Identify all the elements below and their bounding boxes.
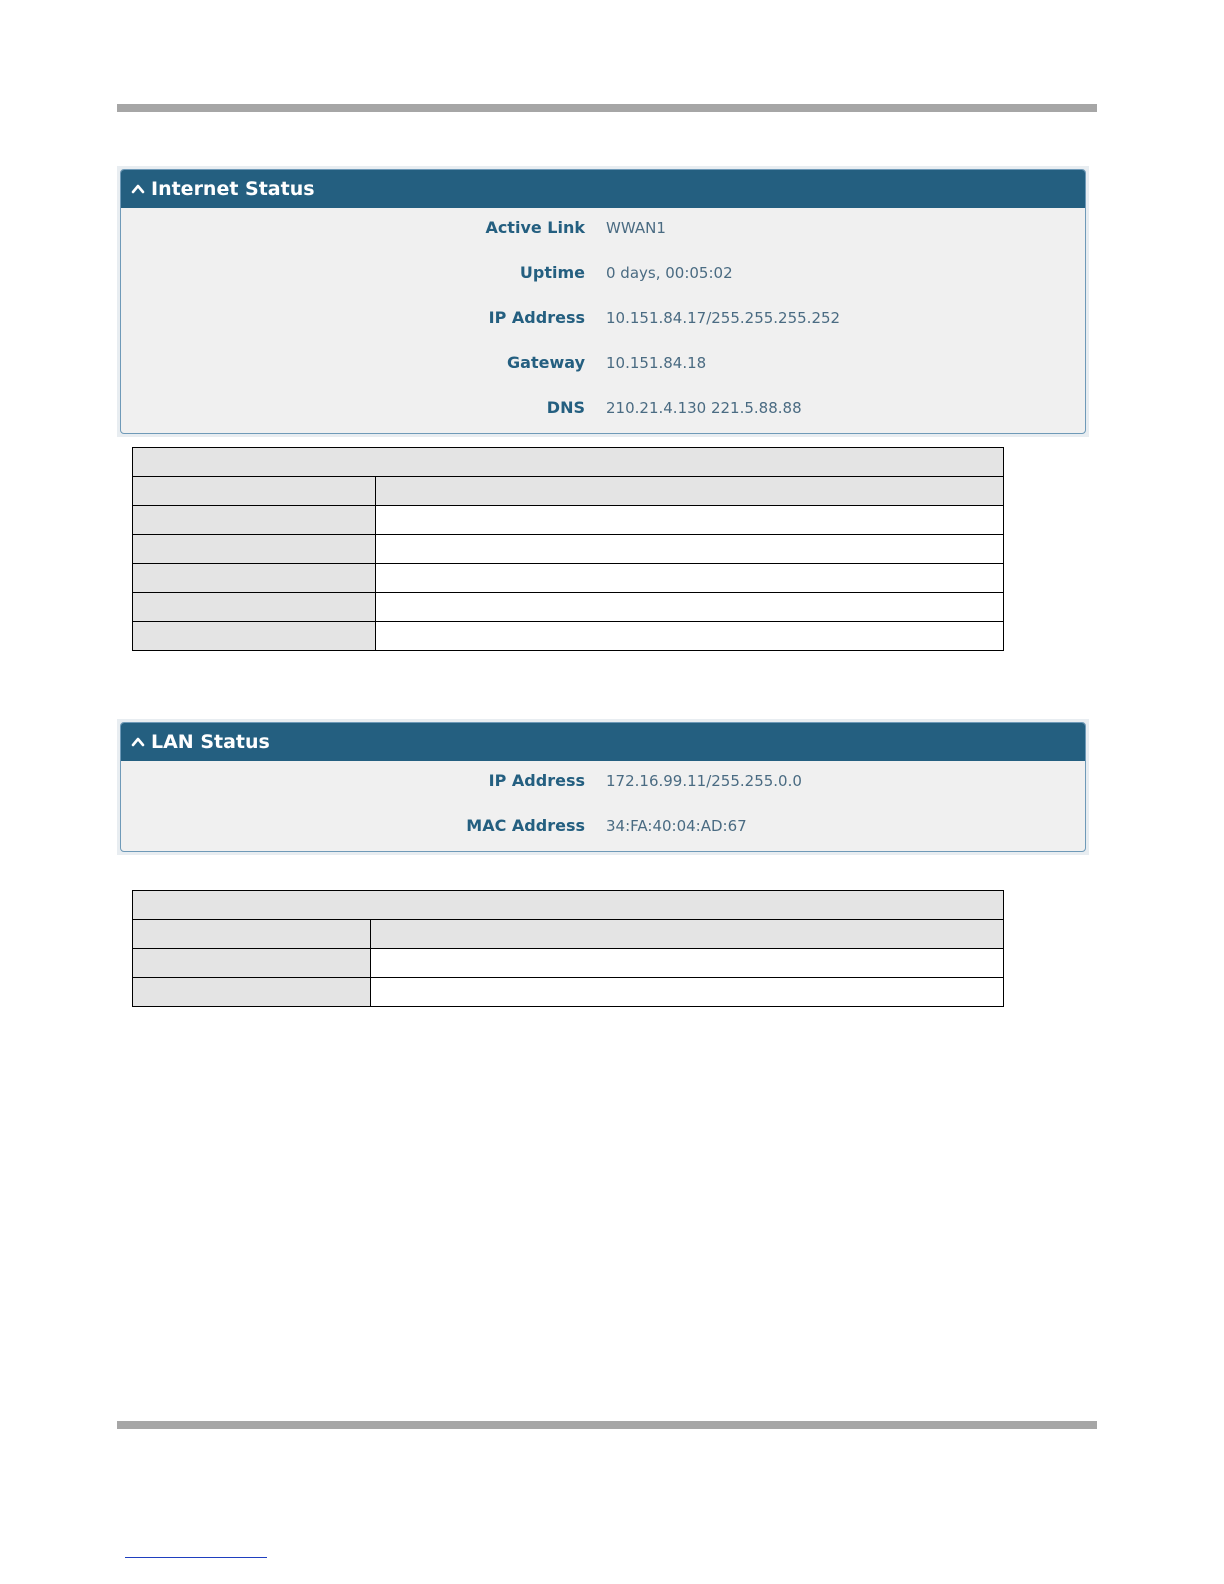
table-row xyxy=(133,593,1004,622)
table-cell xyxy=(371,978,1004,1007)
mac-address-value: 34:FA:40:04:AD:67 xyxy=(606,817,747,835)
table-header-cell xyxy=(133,891,1004,920)
table-cell xyxy=(133,564,376,593)
lan-status-panel xyxy=(120,722,1086,852)
lan-ip-address-row xyxy=(121,761,1085,806)
table-header-cell xyxy=(133,448,1004,477)
uptime-value: 0 days, 00:05:02 xyxy=(606,264,733,282)
table-subheader-row xyxy=(133,477,1004,506)
lan-ip-address-label: IP Address xyxy=(488,771,585,790)
ip-address-value: 10.151.84.17/255.255.255.252 xyxy=(606,309,841,327)
internet-status-header[interactable] xyxy=(121,170,1085,208)
table-cell xyxy=(376,564,1004,593)
chevron-up-icon xyxy=(131,182,145,196)
ip-address-row xyxy=(121,298,1085,343)
active-link-value: WWAN1 xyxy=(606,219,666,237)
table-cell xyxy=(133,535,376,564)
table-cell xyxy=(133,949,371,978)
table-cell xyxy=(376,593,1004,622)
table-cell xyxy=(376,477,1004,506)
lan-status-header[interactable] xyxy=(121,723,1085,761)
table-cell xyxy=(133,477,376,506)
table-header-row xyxy=(133,891,1004,920)
table-row xyxy=(133,506,1004,535)
table-subheader-row xyxy=(133,920,1004,949)
table-cell xyxy=(133,506,376,535)
lan-status-table xyxy=(132,890,1004,1007)
table-cell xyxy=(376,506,1004,535)
chevron-up-icon xyxy=(131,735,145,749)
uptime-row xyxy=(121,253,1085,298)
lan-ip-address-value: 172.16.99.11/255.255.0.0 xyxy=(606,772,802,790)
table-cell xyxy=(371,949,1004,978)
uptime-label: Uptime xyxy=(519,263,585,282)
internet-status-body xyxy=(121,208,1085,433)
dns-row xyxy=(121,388,1085,433)
lan-status-body xyxy=(121,761,1085,851)
active-link-row xyxy=(121,208,1085,253)
table-cell xyxy=(133,622,376,651)
table-cell xyxy=(376,535,1004,564)
top-rule xyxy=(117,104,1097,112)
gateway-value: 10.151.84.18 xyxy=(606,354,707,372)
table-row xyxy=(133,564,1004,593)
active-link-label: Active Link xyxy=(485,218,585,237)
internet-status-title: Internet Status xyxy=(151,178,315,200)
table-row xyxy=(133,978,1004,1007)
internet-status-table xyxy=(132,447,1004,651)
lan-status-panel-wrap xyxy=(117,719,1089,855)
bottom-rule xyxy=(117,1421,1097,1429)
table-cell xyxy=(133,978,371,1007)
table-cell xyxy=(133,920,371,949)
table-cell xyxy=(371,920,1004,949)
gateway-label: Gateway xyxy=(507,353,585,372)
table-cell xyxy=(376,622,1004,651)
mac-address-label: MAC Address xyxy=(466,816,585,835)
table-row xyxy=(133,622,1004,651)
lan-status-title: LAN Status xyxy=(151,731,270,753)
footer-link-underline[interactable] xyxy=(125,1557,267,1558)
gateway-row xyxy=(121,343,1085,388)
table-row xyxy=(133,949,1004,978)
table-header-row xyxy=(133,448,1004,477)
internet-status-panel-wrap xyxy=(117,166,1089,437)
mac-address-row xyxy=(121,806,1085,851)
ip-address-label: IP Address xyxy=(488,308,585,327)
internet-status-panel xyxy=(120,169,1086,434)
dns-label: DNS xyxy=(546,398,585,417)
table-row xyxy=(133,535,1004,564)
table-cell xyxy=(133,593,376,622)
dns-value: 210.21.4.130 221.5.88.88 xyxy=(606,399,802,417)
